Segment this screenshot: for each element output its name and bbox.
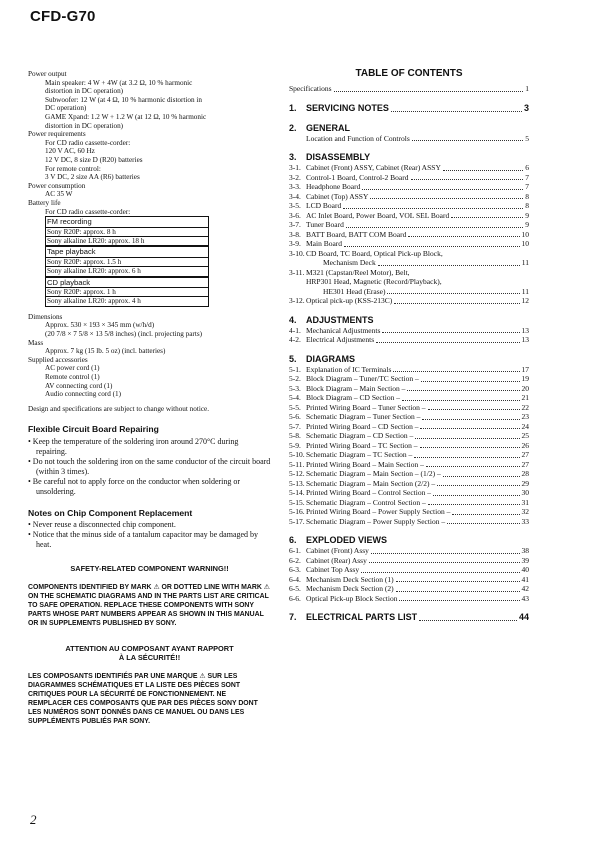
battery-table-row: Sony alkaline LR20: approx. 18 h <box>47 236 145 245</box>
toc-page-number: 13 <box>521 335 529 344</box>
battery-table-row: Sony R20P: approx. 1 h <box>46 288 208 297</box>
toc-entry-text: 6-4. Mechanism Deck Section (1) <box>289 574 394 584</box>
toc-entry-text: 6-5. Mechanism Deck Section (2) <box>289 584 394 593</box>
toc-entry-number: 5-12. <box>289 469 305 478</box>
dimensions-label: Dimensions <box>28 312 63 321</box>
toc-entry-number: 6-2. <box>289 555 301 565</box>
toc-page-number: 7 <box>525 182 529 191</box>
toc-section-heading[interactable] <box>289 535 529 546</box>
accessory-item: Remote control (1) <box>45 372 100 381</box>
flexible-title: Flexible Circuit Board Repairing <box>28 424 159 435</box>
toc-entry-text: 3. DISASSEMBLY <box>289 152 371 162</box>
toc-entry-number: 5-2. <box>289 374 301 383</box>
toc-page-number: 22 <box>521 402 529 412</box>
toc-page-number: 17 <box>521 364 529 374</box>
toc-entry-text: 5-14.Printed Wiring Board – Control Section – <box>289 488 431 497</box>
toc-page-number: 21 <box>521 393 529 402</box>
toc-entry[interactable] <box>289 565 529 575</box>
safety-en-title: SAFETY-RELATED COMPONENT WARNING!! <box>70 564 229 574</box>
toc-page-number: 29 <box>521 478 529 488</box>
flexible-bullet: • Do not touch the soldering iron on the same conductor of the circuit board (within 3 times). <box>28 456 271 476</box>
power-output-lines <box>28 79 271 131</box>
toc-entry[interactable] <box>289 173 529 183</box>
battery-table <box>45 216 209 246</box>
power-req-sub1: For CD radio cassette-corder: <box>45 138 131 147</box>
toc-entry[interactable] <box>289 393 529 403</box>
power-consumption-value: AC 35 W <box>45 190 73 199</box>
toc-entry-number: 6-5. <box>289 584 301 593</box>
toc-entry-number: 3-3. <box>289 182 301 191</box>
toc-entry-number: 1. <box>289 102 297 113</box>
toc-entry[interactable] <box>289 460 529 470</box>
toc-entry-text: 5-17.Schematic Diagram – Power Supply Section – <box>289 516 446 526</box>
toc-entry-number: 5-13. <box>289 478 305 488</box>
toc-entry-number: 3-9. <box>289 239 301 248</box>
flexible-bullet: • Be careful not to apply force on the conductor when soldering or unsoldering. <box>28 476 241 496</box>
toc-page-number: 41 <box>521 574 529 584</box>
toc-entry[interactable] <box>289 230 529 240</box>
toc-entry-continuation: HRP301 Head, Magnetic (Record/Playback), <box>306 277 442 286</box>
toc-entry-text: 5-10.Schematic Diagram – TC Section – <box>289 450 413 459</box>
toc-entry-number: 3-12. <box>289 296 305 305</box>
toc-page-number: 9 <box>525 210 529 220</box>
toc-entry[interactable] <box>289 403 529 413</box>
toc-entry-text: 3-1. Cabinet (Front) ASSY, Cabinet (Rear) ASSY <box>289 163 441 172</box>
toc-entry[interactable] <box>289 182 529 192</box>
toc-page-number: 30 <box>521 488 529 497</box>
power-output-line: DC operation) <box>45 104 87 113</box>
toc-entry[interactable] <box>289 422 529 432</box>
toc-page-number: 39 <box>521 555 529 565</box>
toc-entry-text: 5-9. Printed Wiring Board – TC Section – <box>289 440 418 450</box>
battery-table-row: Sony R20P: approx. 1.5 h <box>46 258 208 267</box>
toc-entry-text: 5-3. Block Diagram – Main Section – <box>289 383 406 393</box>
safety-fr-title-1: ATTENTION AU COMPOSANT AYANT RAPPORT <box>65 644 234 654</box>
chip-bullet: • Notice that the minus side of a tantalum capacitor may be damaged by heat. <box>28 530 259 550</box>
toc-entry-number: 4-1. <box>289 325 301 335</box>
toc-entry[interactable] <box>289 507 529 517</box>
accessories-list <box>28 364 271 398</box>
toc-entry-text: 3-2. Control-1 Board, Control-2 Board <box>289 172 409 182</box>
toc-entry-number: 5-7. <box>289 421 301 431</box>
toc-entry-text: Mechanism Deck <box>323 258 376 267</box>
toc-entry-text: 5-12.Schematic Diagram – Main Section – (1/2) – <box>289 469 441 478</box>
toc-page-number: 13 <box>521 325 529 335</box>
accessory-item: Audio connecting cord (1) <box>45 390 122 399</box>
toc-entry-number: 5-11. <box>289 459 305 469</box>
mass-label: Mass <box>28 338 44 347</box>
toc-page-number: 24 <box>521 421 529 431</box>
toc-page-number: 10 <box>521 229 529 239</box>
battery-table-head: Tape playback <box>46 247 208 257</box>
toc-entry[interactable] <box>289 220 529 230</box>
toc-entry-number: 6-6. <box>289 593 301 603</box>
toc-entry-number: 3-10. <box>289 248 305 258</box>
toc-entry-text: HE301 Head (Erase) <box>323 286 386 296</box>
toc-page-number: 11 <box>521 286 529 296</box>
toc-entry-text: 5-16.Printed Wiring Board – Power Supply Section – <box>289 507 451 516</box>
toc-entry-text: 5-5. Printed Wiring Board – Tuner Section – <box>289 402 426 412</box>
toc-entry-number: 3-6. <box>289 210 301 220</box>
dimensions-lines <box>28 321 271 338</box>
toc-entry[interactable] <box>289 517 529 527</box>
toc-entry-text: 3-8. BATT Board, BATT COM Board <box>289 229 407 239</box>
toc-entry-text: 1. SERVICING NOTES <box>289 102 389 113</box>
toc-entry-text: 5-11. Printed Wiring Board – Main Section – <box>289 459 424 469</box>
toc-page-number: 6 <box>525 163 529 172</box>
toc-page-number: 40 <box>521 565 529 574</box>
toc-entry-continuation[interactable] <box>289 287 529 297</box>
toc-section-heading[interactable] <box>289 123 529 134</box>
toc-entry-number: 7. <box>289 612 297 622</box>
toc-entry-text: 5-1. Explanation of IC Terminals <box>289 364 392 374</box>
toc-entry[interactable] <box>289 450 529 460</box>
toc-entry-text: 5-6. Schematic Diagram – Tuner Section – <box>289 412 421 421</box>
toc-entry[interactable] <box>289 335 529 345</box>
battery-life-label: Battery life <box>28 198 61 207</box>
toc-entry[interactable] <box>289 326 529 336</box>
battery-table-row: Sony alkaline LR20: approx. 6 h <box>47 267 141 276</box>
toc-entry[interactable] <box>289 584 529 594</box>
power-output-label: Power output <box>28 70 67 78</box>
toc-entry-text: 4-1. Mechanical Adjustments <box>289 325 381 335</box>
accessories-label: Supplied accessories <box>28 355 88 364</box>
toc-entry[interactable] <box>289 556 529 566</box>
dimensions-line: Approx. 530 × 193 × 345 mm (w/h/d) <box>45 321 155 330</box>
toc-entry-text: 5-4. Block Diagram – CD Section – <box>289 393 400 402</box>
toc-entry-number: 3-7. <box>289 220 301 229</box>
toc-page-number: 38 <box>521 546 529 555</box>
power-consumption-label: Power consumption <box>28 181 86 190</box>
toc-entry-text: 5-15.Schematic Diagram – Control Section – <box>289 497 426 507</box>
toc-entry-text: 3-3. Headphone Board <box>289 182 361 191</box>
toc-entry[interactable] <box>289 594 529 604</box>
toc-entry[interactable] <box>289 211 529 221</box>
toc-page-number: 27 <box>521 459 529 469</box>
toc-entry[interactable] <box>289 469 529 479</box>
flexible-bullet: • Keep the temperature of the soldering iron around 270°C during repairing. <box>28 436 239 456</box>
toc-entry[interactable] <box>289 575 529 585</box>
model-title: CFD-G70 <box>30 8 96 25</box>
toc-entry[interactable] <box>289 163 529 173</box>
toc-entry[interactable] <box>289 498 529 508</box>
toc-entry-number: 3-11. <box>289 267 305 277</box>
toc-page-number: 44 <box>518 612 529 622</box>
chip-bullets <box>28 520 271 550</box>
toc-entry-number: 5-16. <box>289 507 305 516</box>
toc-entry-number: 6-4. <box>289 574 301 584</box>
toc-entry[interactable] <box>289 546 529 556</box>
power-output-line: GAME Xpand: 1.2 W + 1.2 W (at 12 Ω, 10 % harmonic <box>45 112 207 121</box>
toc-entry-number: 4. <box>289 314 297 325</box>
toc-entry[interactable] <box>289 488 529 498</box>
toc-title: TABLE OF CONTENTS <box>355 68 463 79</box>
toc-entry[interactable] <box>289 192 529 202</box>
toc-page-number: 5 <box>525 133 529 143</box>
toc-entry-text: 4. ADJUSTMENTS <box>289 314 374 325</box>
toc-entry-text: 4-2. Electrical Adjustments <box>289 335 375 344</box>
toc-entry-number: 3-2. <box>289 172 301 182</box>
power-output-line: Main speaker: 4 W + 4W (at 3.2 Ω, 10 % harmonic <box>45 78 193 87</box>
toc-page-number: 26 <box>521 440 529 450</box>
accessory-item: AV connecting cord (1) <box>45 381 113 390</box>
power-output-line: distortion in DC operation) <box>45 87 124 96</box>
toc-entry-number: 3-1. <box>289 163 301 172</box>
toc-entry[interactable] <box>289 201 529 211</box>
power-output-line: distortion in DC operation) <box>45 121 124 130</box>
toc-entry-number: 5-9. <box>289 440 301 450</box>
toc-section-heading[interactable] <box>289 612 529 623</box>
toc-entry-number: 6-1. <box>289 546 301 555</box>
toc-page-number: 12 <box>521 296 529 305</box>
toc-entry[interactable] <box>289 441 529 451</box>
power-req-line: 12 V DC, 8 size D (R20) batteries <box>45 155 143 164</box>
toc-entry-text: 7. ELECTRICAL PARTS LIST <box>289 612 418 622</box>
toc-entry-text: 3-9. Main Board <box>289 239 343 248</box>
toc-entry-number: 5-3. <box>289 383 301 393</box>
safety-fr-title-2: À LA SÉCURITÉ!! <box>118 653 181 663</box>
toc-section-heading[interactable] <box>289 103 529 114</box>
toc-page-number: 43 <box>521 593 529 603</box>
toc-entry-number: 5-4. <box>289 393 301 402</box>
toc-entry-text: 6-2. Cabinet (Rear) Assy <box>289 555 367 565</box>
toc-entry-text: 3-5. LCD Board <box>289 201 342 210</box>
toc-entry-text: 3-7. Tuner Board <box>289 220 344 229</box>
power-output-line: Subwoofer: 12 W (at 4 Ω, 10 % harmonic distortion in <box>45 95 202 104</box>
toc-entry-specifications[interactable]: Specifications 1 <box>289 84 529 93</box>
toc-entry-number: 5-15. <box>289 497 305 507</box>
toc-entry[interactable] <box>289 479 529 489</box>
toc-entry-number: 3. <box>289 152 297 162</box>
safety-fr-body: LES COMPOSANTS IDENTIFIÉS PAR UNE MARQUE ⚠ SUR LES DIAGRAMMES SCHÉMATIQUES ET LA LISTE DES PIÈCES SONT CRITIQUES POUR LA SÉCURITÉ DE FONCTIONNEMENT. NE REMPLACER CES COMPOSANTS QUE PAR DES PIÈCES SONY DONT LES NUMÉROS SONT DONNÉS DANS CE MANUEL OU DANS LES SUPPLÉMENTS PUBLIÉS PAR SONY. <box>28 673 258 726</box>
toc-entry-number: 5-14. <box>289 488 305 497</box>
toc-entry-text: 6. EXPLODED VIEWS <box>289 535 388 545</box>
power-req-sub2: For remote control: <box>45 164 101 173</box>
toc-page-number: 10 <box>521 239 529 248</box>
toc-page-number: 25 <box>521 431 529 440</box>
toc-entry-text: 6-6. Optical Pick-up Block Section <box>289 593 398 603</box>
toc-page-number: 8 <box>525 201 529 210</box>
toc-entry-number: 3-5. <box>289 201 301 210</box>
toc-page-number: 31 <box>521 497 529 507</box>
toc-page-number: 9 <box>525 220 529 229</box>
toc-entry[interactable] <box>289 431 529 441</box>
toc-entry[interactable] <box>289 296 529 306</box>
toc-page-number: 42 <box>521 584 529 593</box>
power-req-sub2-lines <box>28 173 271 182</box>
toc-entry-number: 2. <box>289 122 297 133</box>
chip-bullet: • Never reuse a disconnected chip component. <box>28 520 176 530</box>
toc-entry-number: 5-5. <box>289 402 301 412</box>
toc-entry-text: 6-1. Cabinet (Front) Assy <box>289 546 369 555</box>
toc-section-heading[interactable] <box>289 315 529 326</box>
page-number: 2 <box>30 812 37 827</box>
toc-entry-number: 5-10. <box>289 450 305 459</box>
toc-entry[interactable] <box>289 412 529 422</box>
power-requirements-label: Power requirements <box>28 130 86 139</box>
power-req-sub1-lines <box>28 147 271 164</box>
battery-table-head: FM recording <box>46 217 208 227</box>
toc-page-number: 23 <box>521 412 529 421</box>
table-of-contents <box>289 68 529 623</box>
toc-entry[interactable] <box>289 239 529 249</box>
toc-entry-number: 5-1. <box>289 364 301 374</box>
toc-page-number: 19 <box>521 374 529 383</box>
toc-entry-number: 5-8. <box>289 431 301 440</box>
mass-value: Approx. 7 kg (15 lb. 5 oz) (incl. batteries) <box>45 347 166 356</box>
toc-entry-text: Location and Function of Controls <box>306 133 410 143</box>
toc-entry[interactable] <box>289 249 529 259</box>
battery-table-row: Sony alkaline LR20: approx. 4 h <box>47 297 141 306</box>
toc-entry[interactable] <box>289 365 529 375</box>
battery-table <box>45 246 209 276</box>
toc-entry-text: 2. GENERAL <box>289 122 351 133</box>
toc-page-number: 8 <box>525 191 529 201</box>
toc-entry-text: 5-8. Schematic Diagram – CD Section – <box>289 431 414 440</box>
spec-note: Design and specifications are subject to change without notice. <box>28 404 210 413</box>
toc-entry[interactable] <box>289 134 529 144</box>
toc-entry-number: 6-3. <box>289 565 301 574</box>
toc-entry-text: 3-10.CD Board, TC Board, Optical Pick-up Block, <box>289 248 443 258</box>
toc-entry-text: 5-7. Printed Wiring Board – CD Section – <box>289 421 419 431</box>
toc-entry-number: 5-17. <box>289 516 305 526</box>
dimensions-line: (20 7/8 × 7 5/8 × 13 5/8 inches) (incl. projecting parts) <box>45 329 203 338</box>
toc-entry-text: 5-2. Block Diagram – Tuner/TC Section – <box>289 374 419 383</box>
toc-entry-number: 5. <box>289 353 297 364</box>
toc-entry[interactable] <box>289 374 529 384</box>
power-req-line: 3 V DC, 2 size AA (R6) batteries <box>45 173 140 182</box>
battery-sub: For CD radio cassette-corder: <box>45 207 131 216</box>
toc-page-number: 32 <box>521 507 529 516</box>
safety-en-body: COMPONENTS IDENTIFIED BY MARK ⚠ OR DOTTED LINE WITH MARK ⚠ ON THE SCHEMATIC DIAGRAMS AND IN THE PARTS LIST ARE CRITICAL TO SAFE OPERATION. REPLACE THESE COMPONENTS WITH SONY PARTS WHOSE PART NUMBERS APPEAR AS SHOWN IN THIS MANUAL OR IN SUPPLEMENTS PUBLISHED BY SONY. <box>28 584 270 628</box>
battery-table <box>45 277 209 307</box>
toc-entry-text: 3-6. AC Inlet Board, Power Board, VOL SEL Board <box>289 210 450 220</box>
toc-page-number: 7 <box>525 172 529 182</box>
toc-page-number: 27 <box>521 450 529 459</box>
toc-page-number: 3 <box>523 102 529 113</box>
toc-entry-text: 3-11. M321 (Capstan/Reel Motor), Belt, <box>289 267 410 277</box>
toc-entry-number: 3-4. <box>289 191 301 201</box>
toc-entry-text: 5-13.Schematic Diagram – Main Section (2/2) – <box>289 478 436 488</box>
toc-section-heading[interactable] <box>289 152 529 163</box>
toc-entry[interactable] <box>289 384 529 394</box>
toc-sections <box>289 103 529 624</box>
toc-entry-continuation[interactable] <box>289 258 529 268</box>
battery-table-row: Sony R20P: approx. 8 h <box>46 228 208 237</box>
battery-tables <box>28 216 271 307</box>
toc-entry-text: 3-4. Cabinet (Top) ASSY <box>289 191 369 201</box>
toc-page-number: 28 <box>521 469 529 478</box>
toc-entry-number: 6. <box>289 535 297 545</box>
toc-entry-number: 5-6. <box>289 412 301 421</box>
flexible-bullets <box>28 437 271 497</box>
specifications-column <box>28 70 271 726</box>
toc-entry[interactable] <box>289 268 529 278</box>
toc-page-number: 20 <box>521 383 529 393</box>
toc-entry-text: 5. DIAGRAMS <box>289 353 355 364</box>
accessory-item: AC power cord (1) <box>45 364 100 373</box>
chip-title: Notes on Chip Component Replacement <box>28 507 193 518</box>
power-req-line: 120 V AC, 60 Hz <box>45 147 95 156</box>
toc-entry-text: 3-12.Optical pick-up (KSS-213C) <box>289 296 393 305</box>
toc-entry-number: 4-2. <box>289 335 301 344</box>
toc-page-number: 11 <box>521 258 529 267</box>
battery-table-head: CD playback <box>46 278 208 288</box>
toc-section-heading[interactable] <box>289 354 529 365</box>
toc-entry-text: 6-3. Cabinet Top Assy <box>289 565 360 574</box>
toc-page-number: 33 <box>521 516 529 526</box>
toc-entry-number: 3-8. <box>289 229 301 239</box>
